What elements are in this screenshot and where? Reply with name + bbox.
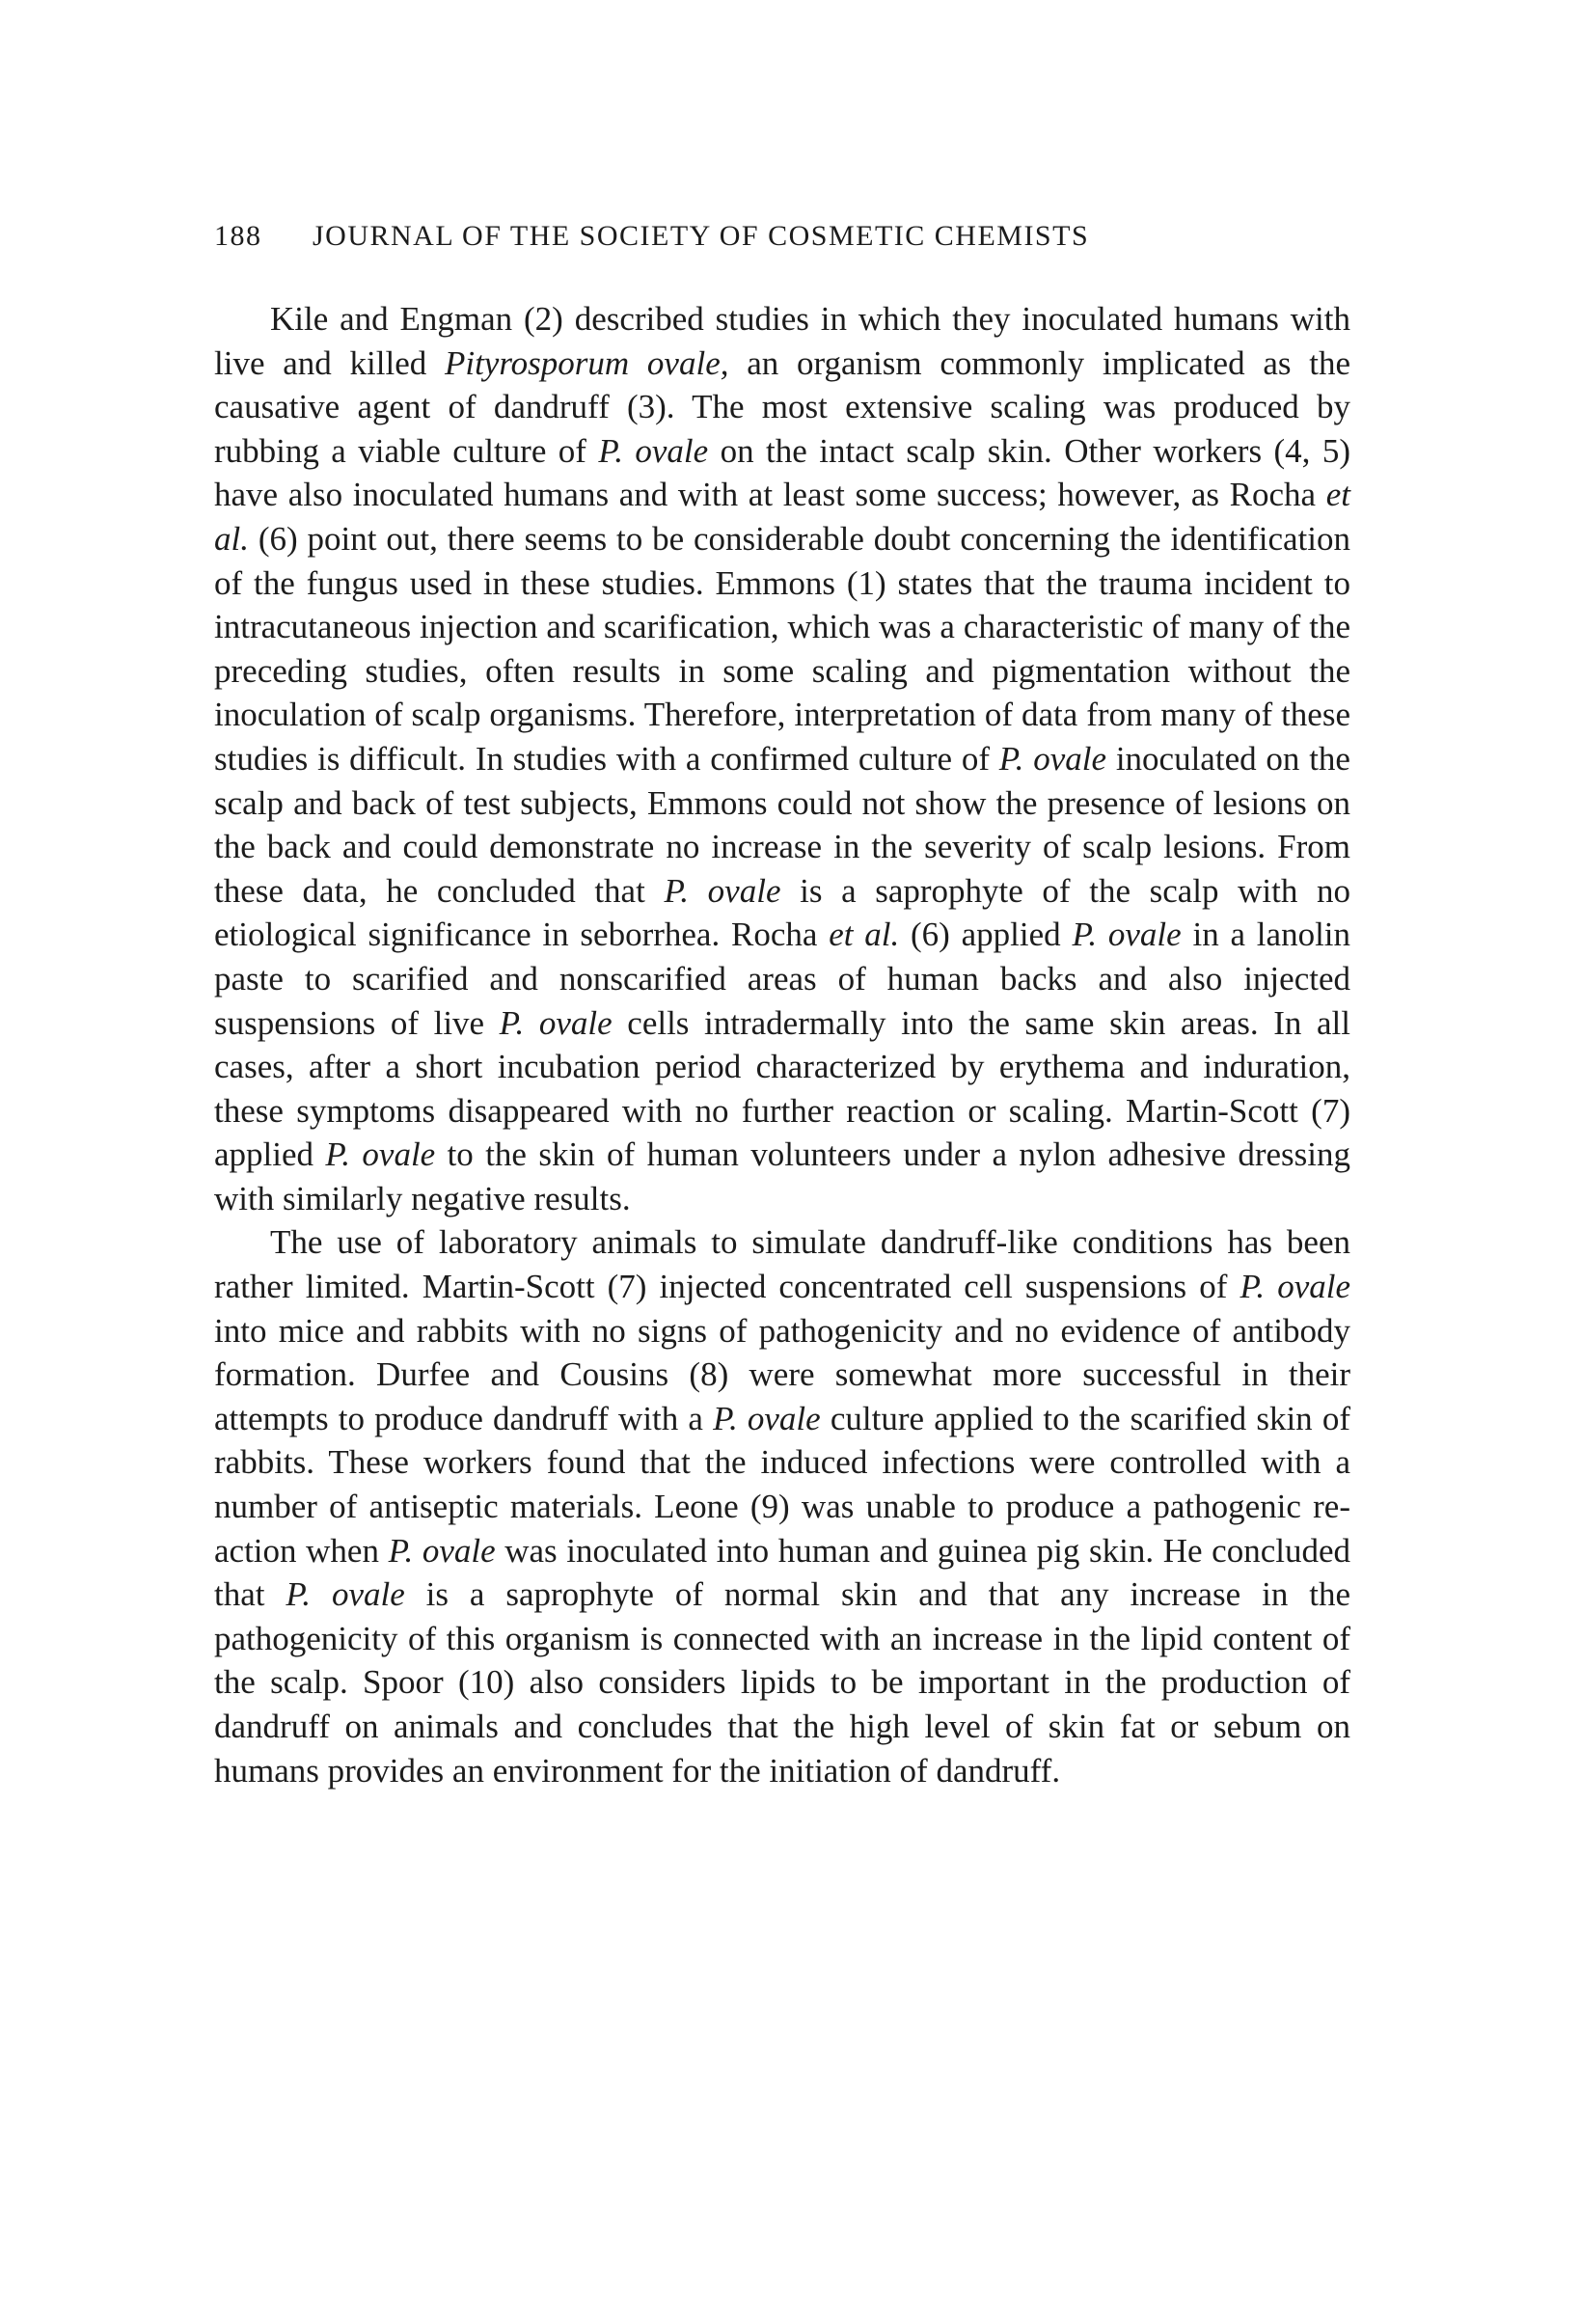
text-run: culture applied to the scarified skin of rabbits. These workers found that the induced infections were controlled with a number of antiseptic materials. Leone (9) was unable to produce a pathogenic reaction when — [214, 1399, 1350, 1570]
text-run: cells intradermally into the same skin areas. In all cases, after a short incubation period characterized by erythema and induration, these symptoms disappeared with no further reaction or scaling. Martin-Scott (7) applied — [214, 1003, 1350, 1174]
text-run: The use of laboratory animals to simulate dandruff-like conditions has been rather limited. Martin-Scott (7) injected concentrated cell suspensions of — [214, 1223, 1350, 1306]
italic-text-run: P. ovale — [325, 1135, 436, 1174]
text-run: an organism commonly implicated as the causative agent of dandruff (3). The most extensive scaling was produced by rubbing a viable culture of — [214, 343, 1350, 470]
italic-text-run: P. ovale — [664, 871, 781, 910]
text-run: inoculated on the scalp and back of test subjects, Emmons could not show the presence of lesions on the back and could demonstrate no increase in the severity of scalp lesions. From these data, he concluded that — [214, 739, 1350, 910]
italic-text-run: P. ovale — [388, 1531, 496, 1570]
text-run: Kile and Engman (2) described studies in which they inoculated humans with live and killed — [214, 300, 1350, 382]
text-run: into mice and rabbits with no signs of pathogenicity and no evidence of antibody formation. Durfee and Cousins (8) were somewhat more successful in their attempts to produce dandruff with a — [214, 1311, 1350, 1437]
italic-text-run: P. ovale — [598, 431, 709, 470]
italic-text-run: P. ovale — [286, 1575, 405, 1614]
journal-page — [214, 0, 1350, 2324]
text-run: was inoculated into human and guinea pig skin. He concluded that — [214, 1531, 1350, 1614]
journal-title: JOURNAL OF THE SOCIETY OF COSMETIC CHEMISTS — [313, 220, 1090, 252]
italic-text-run: Pityrosporum ovale, — [444, 343, 729, 382]
article-body — [214, 297, 1350, 1792]
text-run: is a saprophyte of the scalp with no etiological significance in seborrhea. Rocha — [214, 871, 1350, 954]
text-run: (6) point out, there seems to be considerable doubt concerning the identification of the fungus used in these studies. Emmons (1) states that the trauma incident to intracutaneous injection and scarification, which was a characteristic of many of the preceding studies, often results in some scaling and pigmentation without the inoculation of scalp organisms. Therefore, interpretation of data from many of these studies is difficult. In studies with a confirmed culture of — [214, 519, 1350, 778]
italic-text-run: et al. — [214, 476, 1350, 558]
text-run: on the intact scalp skin. Other workers (4, 5) have also inoculated humans and with at least some success; however, as Rocha — [214, 431, 1350, 514]
running-head — [214, 220, 1350, 259]
text-run: (6) applied — [899, 916, 1073, 954]
page-number: 188 — [214, 220, 262, 252]
text-run: to the skin of human volunteers under a nylon adhesive dressing with similarly negative results. — [214, 1135, 1350, 1217]
text-run: is a saprophyte of normal skin and that any increase in the pathogenicity of this organism is connected with an increase in the lipid content of the scalp. Spoor (10) also considers lipids to be important in the production of dandruff on animals and concludes that the high level of skin fat or sebum on humans provides an environment for the initiation of dandruff. — [214, 1575, 1350, 1790]
italic-text-run: P. ovale — [713, 1399, 821, 1437]
italic-text-run: P. ovale — [998, 739, 1107, 778]
italic-text-run: et al. — [829, 916, 900, 954]
text-run: in a lanolin paste to scarified and nonscarified areas of human backs and also injected suspensions of live — [214, 916, 1351, 1042]
paragraph-2 — [214, 1220, 1350, 1792]
italic-text-run: P. ovale — [1239, 1268, 1350, 1306]
italic-text-run: P. ovale — [1072, 916, 1182, 954]
paragraph-1 — [214, 297, 1350, 1220]
italic-text-run: P. ovale — [499, 1003, 613, 1042]
